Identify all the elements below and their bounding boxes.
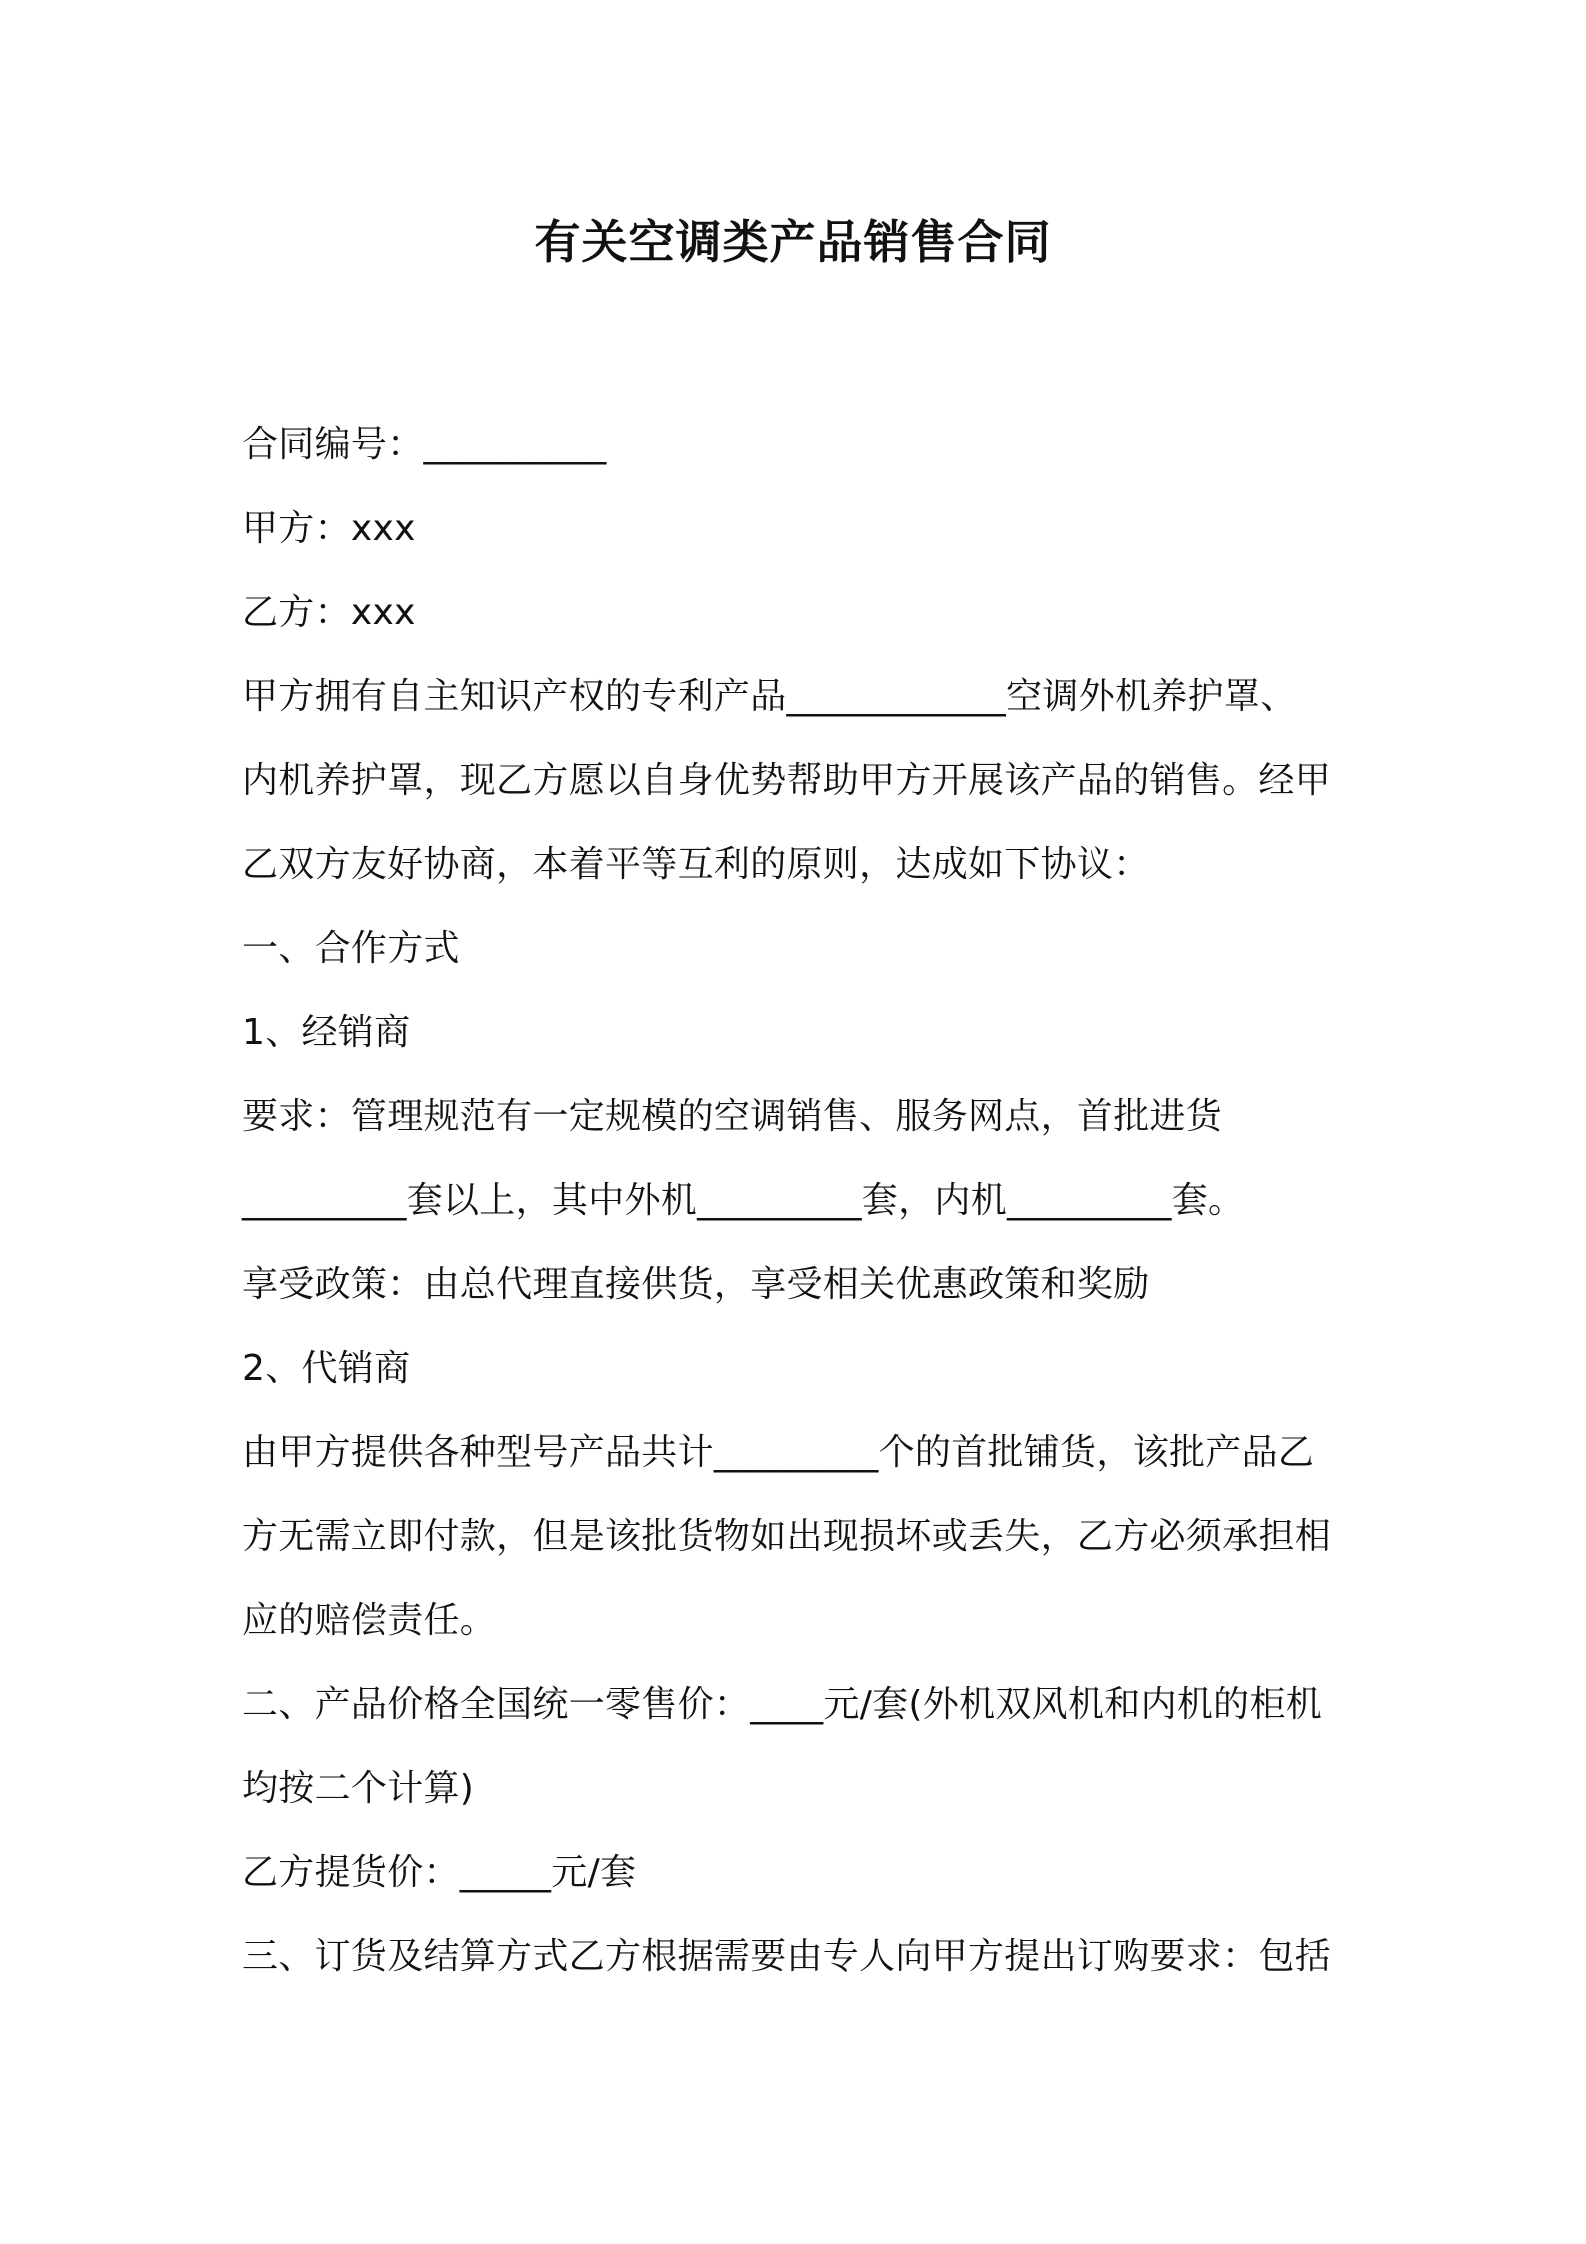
section-heading: 二、产品价格全国统一零售价：____元/套(外机双风机和内机的柜机 [242,1684,1323,1725]
paragraph-line: 甲方拥有自主知识产权的专利产品____________空调外机养护罩、 [242,676,1297,717]
paragraph-line: 方无需立即付款，但是该批货物如出现损坏或丢失，乙方必须承担相 [242,1516,1332,1557]
paragraph-line: 享受政策：由总代理直接供货，享受相关优惠政策和奖励 [242,1264,1150,1305]
section-heading: 三、订货及结算方式乙方根据需要由专人向甲方提出订购要求：包括 [242,1936,1332,1977]
paragraph-line: 内机养护罩，现乙方愿以自身优势帮助甲方开展该产品的销售。经甲 [242,760,1332,801]
paragraph-line: 由甲方提供各种型号产品共计_________个的首批铺货，该批产品乙 [242,1432,1315,1473]
paragraph-line: 应的赔偿责任。 [242,1600,497,1641]
paragraph-line: 乙双方友好协商，本着平等互利的原则，达成如下协议： [242,844,1150,885]
section-heading: 一、合作方式 [242,928,460,969]
party-b-line: 乙方：xxx [242,592,416,633]
party-a-line: 甲方：xxx [242,508,416,549]
paragraph-line: 要求：管理规范有一定规模的空调销售、服务网点，首批进货 [242,1096,1223,1137]
paragraph-line: _________套以上，其中外机_________套，内机_________套。 [242,1180,1245,1221]
document-body [242,403,1357,1999]
paragraph-line: 乙方提货价：_____元/套 [242,1852,637,1893]
paragraph-line: 均按二个计算) [242,1768,475,1809]
document-title: 有关空调类产品销售合同 [534,215,1052,269]
subsection-heading: 2、代销商 [242,1348,411,1389]
subsection-heading: 1、经销商 [242,1012,411,1053]
contract-number-line: 合同编号：__________ [242,424,607,465]
